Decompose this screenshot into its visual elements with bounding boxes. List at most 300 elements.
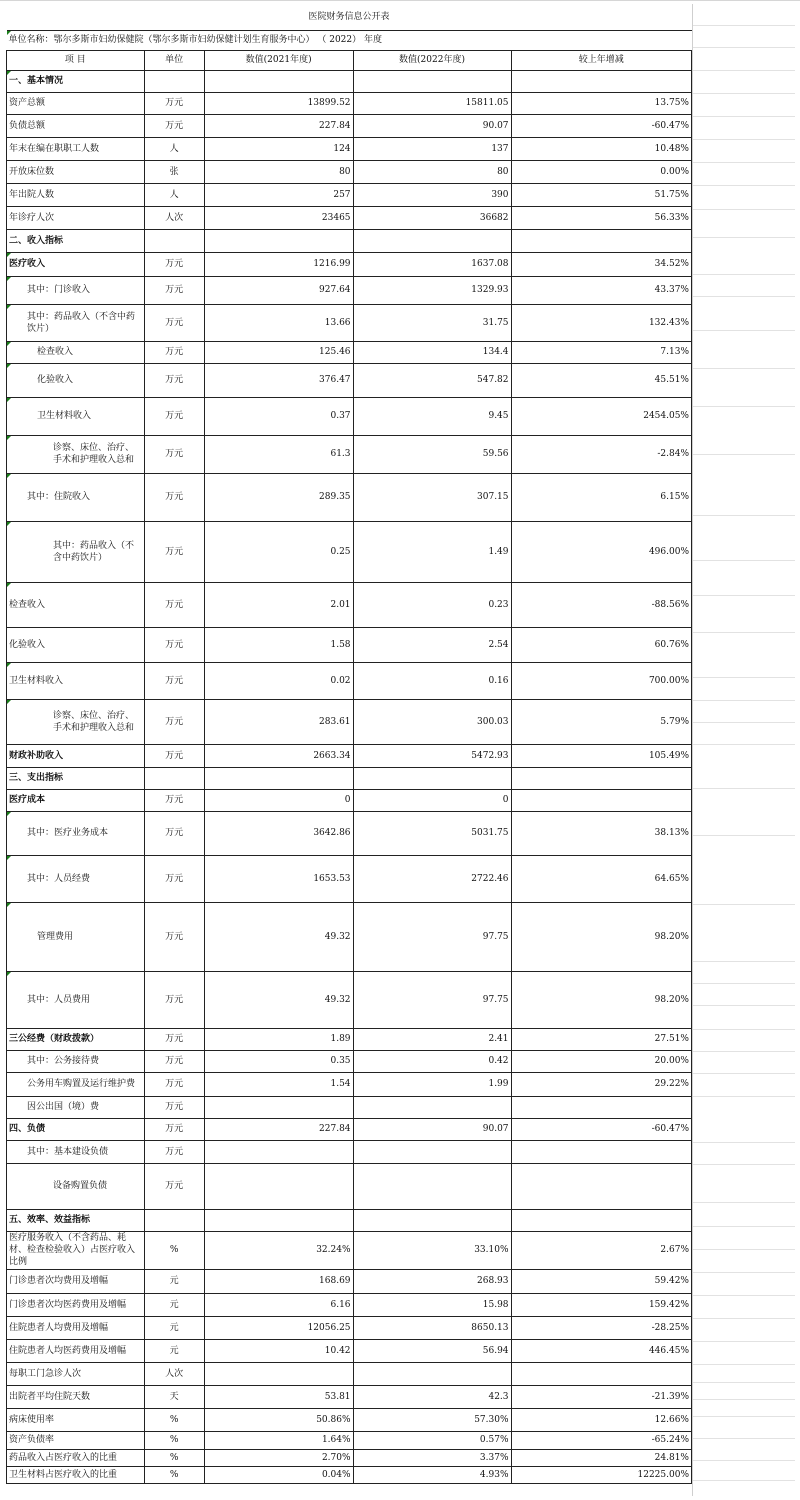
row-item: 财政补助收入: [7, 744, 145, 767]
table-row: [7, 699, 692, 744]
row-value-2021: [204, 1096, 353, 1118]
row-item: 资产负债率: [7, 1431, 145, 1449]
table-row: [7, 1449, 692, 1466]
row-value-2022: 15811.05: [353, 92, 511, 114]
table-row: [7, 70, 692, 92]
table-row: [7, 1385, 692, 1408]
row-change: 45.51%: [511, 363, 691, 397]
row-item: 管理费用: [7, 902, 145, 971]
row-value-2021: 124: [204, 137, 353, 160]
row-item: 四、负债: [7, 1118, 145, 1140]
row-unit: [144, 70, 204, 92]
row-value-2021: 13.66: [204, 304, 353, 341]
table-row: [7, 252, 692, 276]
row-value-2022: 42.3: [353, 1385, 511, 1408]
row-value-2022: 57.30%: [353, 1408, 511, 1431]
empty-cell: [693, 1143, 795, 1165]
empty-cell: [693, 1030, 795, 1052]
table-row: [7, 1118, 692, 1140]
row-change: 2.67%: [511, 1231, 691, 1269]
row-change: 2454.05%: [511, 397, 691, 435]
row-value-2021: 227.84: [204, 114, 353, 137]
table-row: [7, 521, 692, 582]
row-change: -28.25%: [511, 1316, 691, 1339]
row-value-2021: 61.3: [204, 435, 353, 473]
empty-cell: [693, 723, 795, 745]
row-value-2021: 376.47: [204, 363, 353, 397]
row-item: 诊察、床位、治疗、手术和护理收入总和: [7, 699, 145, 744]
row-unit: %: [144, 1231, 204, 1269]
table-row: [7, 304, 692, 341]
empty-spreadsheet-column: [692, 4, 795, 1496]
row-value-2021: 0.35: [204, 1050, 353, 1072]
spreadsheet: [6, 4, 692, 1484]
table-row: [7, 1362, 692, 1385]
empty-cell: [693, 71, 795, 94]
row-change: 7.13%: [511, 341, 691, 363]
row-item: 其中：住院收入: [7, 473, 145, 521]
row-item: 负债总额: [7, 114, 145, 137]
row-unit: 万元: [144, 341, 204, 363]
row-value-2021: 289.35: [204, 473, 353, 521]
row-value-2022: 0.23: [353, 582, 511, 627]
row-value-2022: 0.16: [353, 662, 511, 699]
row-unit: [144, 767, 204, 789]
empty-cell: [693, 297, 795, 331]
row-value-2021: 0.02: [204, 662, 353, 699]
empty-cell: [693, 455, 795, 516]
row-item: 其中：公务接待费: [7, 1050, 145, 1072]
row-change: 12225.00%: [511, 1466, 691, 1483]
row-value-2022: 33.10%: [353, 1231, 511, 1269]
row-change: [511, 1163, 691, 1209]
row-value-2021: 2663.34: [204, 744, 353, 767]
empty-cell: [693, 701, 795, 723]
row-value-2022: 1329.93: [353, 276, 511, 304]
row-unit: 万元: [144, 789, 204, 811]
row-value-2021: 227.84: [204, 1118, 353, 1140]
row-unit: 万元: [144, 811, 204, 855]
table-row: [7, 811, 692, 855]
table-title: 医院财务信息公开表: [7, 4, 692, 30]
table-row: [7, 183, 692, 206]
table-row: [7, 627, 692, 662]
row-change: 43.37%: [511, 276, 691, 304]
table-row: [7, 902, 692, 971]
row-unit: 万元: [144, 1118, 204, 1140]
table-row: [7, 767, 692, 789]
row-item: 其中：医疗业务成本: [7, 811, 145, 855]
row-item: 药品收入占医疗收入的比重: [7, 1449, 145, 1466]
row-value-2021: 1.64%: [204, 1431, 353, 1449]
row-unit: 张: [144, 160, 204, 183]
row-value-2021: 168.69: [204, 1269, 353, 1293]
row-value-2021: 23465: [204, 206, 353, 229]
row-value-2021: 283.61: [204, 699, 353, 744]
row-value-2022: 90.07: [353, 114, 511, 137]
empty-cell: [693, 26, 795, 48]
row-value-2022: [353, 1140, 511, 1163]
table-row: [7, 789, 692, 811]
table-row: [7, 114, 692, 137]
row-item: 三、支出指标: [7, 767, 145, 789]
row-change: 6.15%: [511, 473, 691, 521]
row-unit: 万元: [144, 744, 204, 767]
row-value-2021: 257: [204, 183, 353, 206]
empty-cell: [693, 238, 795, 275]
row-value-2022: 0: [353, 789, 511, 811]
empty-cell: [693, 789, 795, 836]
empty-cell: [693, 1165, 795, 1203]
empty-cell: [693, 1203, 795, 1227]
row-value-2022: 2722.46: [353, 855, 511, 902]
row-change: -2.84%: [511, 435, 691, 473]
empty-cell: [693, 1074, 795, 1097]
table-row: [7, 137, 692, 160]
row-value-2022: 300.03: [353, 699, 511, 744]
row-value-2022: 268.93: [353, 1269, 511, 1293]
row-change: 446.45%: [511, 1339, 691, 1362]
row-value-2021: 927.64: [204, 276, 353, 304]
row-item: 二、收入指标: [7, 229, 145, 252]
empty-cell: [693, 4, 795, 26]
row-unit: 万元: [144, 521, 204, 582]
empty-cell: [693, 186, 795, 210]
row-unit: 元: [144, 1293, 204, 1316]
table-row: [7, 855, 692, 902]
empty-cell: [693, 1400, 795, 1417]
row-value-2022: 2.41: [353, 1028, 511, 1050]
table-row: [7, 1140, 692, 1163]
row-value-2021: 125.46: [204, 341, 353, 363]
row-unit: 万元: [144, 627, 204, 662]
empty-cell: [693, 210, 795, 238]
row-unit: 人: [144, 137, 204, 160]
empty-cell: [693, 1417, 795, 1439]
row-change: 98.20%: [511, 971, 691, 1028]
row-unit: 万元: [144, 1050, 204, 1072]
header-2022: 数值(2022年度): [353, 50, 511, 70]
row-change: [511, 1096, 691, 1118]
table-row: [7, 1163, 692, 1209]
row-value-2021: 1.58: [204, 627, 353, 662]
row-value-2022: 0.57%: [353, 1431, 511, 1449]
unit-name-line: 单位名称：鄂尔多斯市妇幼保健院（鄂尔多斯市妇幼保健计划生育服务中心） （ 2022） 年度: [7, 30, 692, 50]
row-change: 5.79%: [511, 699, 691, 744]
empty-cell: [693, 678, 795, 701]
row-value-2021: 10.42: [204, 1339, 353, 1362]
row-item: 三公经费（财政拨款）: [7, 1028, 145, 1050]
row-item: 卫生材料收入: [7, 662, 145, 699]
row-value-2022: 90.07: [353, 1118, 511, 1140]
row-unit: 人: [144, 183, 204, 206]
row-unit: %: [144, 1431, 204, 1449]
sheet-top-gridline: [0, 0, 800, 1]
empty-cell: [693, 1383, 795, 1400]
empty-cell: [693, 1439, 795, 1461]
row-item: 每职工门急诊人次: [7, 1362, 145, 1385]
row-change: 60.76%: [511, 627, 691, 662]
row-value-2021: [204, 70, 353, 92]
row-value-2021: 32.24%: [204, 1231, 353, 1269]
row-change: 98.20%: [511, 902, 691, 971]
empty-cell: [693, 905, 795, 962]
row-unit: 万元: [144, 971, 204, 1028]
row-unit: 万元: [144, 902, 204, 971]
row-value-2021: 12056.25: [204, 1316, 353, 1339]
row-value-2021: 2.01: [204, 582, 353, 627]
row-value-2021: 0: [204, 789, 353, 811]
table-row: [7, 363, 692, 397]
row-value-2022: 1.49: [353, 521, 511, 582]
row-item: 开放床位数: [7, 160, 145, 183]
row-unit: 元: [144, 1269, 204, 1293]
row-value-2021: [204, 1163, 353, 1209]
row-value-2022: 1637.08: [353, 252, 511, 276]
row-item: 五、效率、效益指标: [7, 1209, 145, 1231]
row-value-2021: 13899.52: [204, 92, 353, 114]
empty-cell: [693, 94, 795, 117]
row-unit: 万元: [144, 1072, 204, 1096]
row-change: [511, 767, 691, 789]
row-change: 29.22%: [511, 1072, 691, 1096]
row-item: 其中：门诊收入: [7, 276, 145, 304]
header-item: 项 目: [7, 50, 145, 70]
table-row: [7, 229, 692, 252]
empty-cell: [693, 1365, 795, 1383]
row-change: [511, 229, 691, 252]
row-item: 设备购置负债: [7, 1163, 145, 1209]
row-item: 其中：药品收入（不含中药饮片）: [7, 521, 145, 582]
empty-cell: [693, 140, 795, 163]
table-row: [7, 744, 692, 767]
row-value-2022: 9.45: [353, 397, 511, 435]
row-item: 其中：药品收入（不含中药饮片）: [7, 304, 145, 341]
row-unit: 万元: [144, 397, 204, 435]
empty-cell: [693, 962, 795, 984]
row-item: 医疗成本: [7, 789, 145, 811]
empty-cell: [693, 1273, 795, 1296]
row-item: 年末在编在职职工人数: [7, 137, 145, 160]
empty-cell: [693, 369, 795, 407]
empty-cell: [693, 984, 795, 1006]
row-change: -21.39%: [511, 1385, 691, 1408]
row-unit: 元: [144, 1339, 204, 1362]
empty-cell: [693, 516, 795, 561]
empty-cell: [693, 1097, 795, 1143]
row-item: 其中：基本建设负债: [7, 1140, 145, 1163]
table-row: [7, 1339, 692, 1362]
row-value-2021: 49.32: [204, 971, 353, 1028]
row-unit: 万元: [144, 473, 204, 521]
empty-cell: [693, 1319, 795, 1342]
row-change: 12.66%: [511, 1408, 691, 1431]
row-item: 门诊患者次均费用及增幅: [7, 1269, 145, 1293]
row-value-2022: [353, 1362, 511, 1385]
header-unit: 单位: [144, 50, 204, 70]
row-value-2022: [353, 229, 511, 252]
row-value-2022: 0.42: [353, 1050, 511, 1072]
row-change: 105.49%: [511, 744, 691, 767]
row-change: 132.43%: [511, 304, 691, 341]
row-change: -60.47%: [511, 1118, 691, 1140]
row-value-2022: 2.54: [353, 627, 511, 662]
row-change: 51.75%: [511, 183, 691, 206]
row-change: -88.56%: [511, 582, 691, 627]
row-item: 诊察、床位、治疗、手术和护理收入总和: [7, 435, 145, 473]
row-change: 0.00%: [511, 160, 691, 183]
row-item: 医疗收入: [7, 252, 145, 276]
empty-cell: [693, 1342, 795, 1365]
row-change: 59.42%: [511, 1269, 691, 1293]
row-value-2022: 8650.13: [353, 1316, 511, 1339]
table-row: [7, 1028, 692, 1050]
row-item: 其中：人员经费: [7, 855, 145, 902]
row-value-2022: 31.75: [353, 304, 511, 341]
row-unit: 万元: [144, 92, 204, 114]
row-value-2022: 3.37%: [353, 1449, 511, 1466]
row-unit: %: [144, 1408, 204, 1431]
table-row: [7, 1096, 692, 1118]
row-value-2022: 307.15: [353, 473, 511, 521]
table-row: [7, 1466, 692, 1483]
table-row: [7, 435, 692, 473]
row-value-2022: [353, 1209, 511, 1231]
row-item: 年出院人数: [7, 183, 145, 206]
row-value-2021: 3642.86: [204, 811, 353, 855]
row-value-2021: [204, 1362, 353, 1385]
row-item: 检查收入: [7, 582, 145, 627]
row-change: 10.48%: [511, 137, 691, 160]
empty-cell: [693, 1296, 795, 1319]
empty-cell: [693, 331, 795, 369]
empty-cell: [693, 1006, 795, 1030]
row-item: 住院患者人均医药费用及增幅: [7, 1339, 145, 1362]
table-row: [7, 397, 692, 435]
row-value-2021: 0.04%: [204, 1466, 353, 1483]
row-item: 其中：人员费用: [7, 971, 145, 1028]
empty-cell: [693, 596, 795, 633]
row-value-2021: [204, 1209, 353, 1231]
row-value-2022: [353, 1096, 511, 1118]
row-value-2021: 1216.99: [204, 252, 353, 276]
row-unit: 万元: [144, 304, 204, 341]
row-change: [511, 1209, 691, 1231]
row-value-2022: 134.4: [353, 341, 511, 363]
empty-cell: [693, 48, 795, 71]
row-item: 资产总额: [7, 92, 145, 114]
empty-cell: [693, 836, 795, 905]
table-row: [7, 341, 692, 363]
row-value-2022: 547.82: [353, 363, 511, 397]
row-value-2022: 97.75: [353, 971, 511, 1028]
row-value-2021: [204, 767, 353, 789]
row-value-2022: [353, 70, 511, 92]
row-unit: 人次: [144, 206, 204, 229]
row-unit: 万元: [144, 855, 204, 902]
empty-cell: [693, 407, 795, 455]
empty-cell: [693, 163, 795, 186]
row-value-2022: 5472.93: [353, 744, 511, 767]
row-unit: [144, 1209, 204, 1231]
row-change: 13.75%: [511, 92, 691, 114]
row-item: 化验收入: [7, 627, 145, 662]
empty-cell: [693, 1461, 795, 1481]
row-change: 496.00%: [511, 521, 691, 582]
row-value-2022: 56.94: [353, 1339, 511, 1362]
table-row: [7, 276, 692, 304]
row-value-2022: 390: [353, 183, 511, 206]
row-value-2021: 0.25: [204, 521, 353, 582]
table-row: [7, 1050, 692, 1072]
row-value-2021: 50.86%: [204, 1408, 353, 1431]
row-value-2022: 15.98: [353, 1293, 511, 1316]
row-value-2021: 2.70%: [204, 1449, 353, 1466]
row-item: 出院者平均住院天数: [7, 1385, 145, 1408]
table-row: [7, 1431, 692, 1449]
table-row: [7, 1316, 692, 1339]
finance-table: [6, 4, 692, 1484]
row-unit: [144, 229, 204, 252]
row-item: 医疗服务收入（不含药品、耗材、检查检验收入）占医疗收入比例: [7, 1231, 145, 1269]
row-item: 检查收入: [7, 341, 145, 363]
row-change: -65.24%: [511, 1431, 691, 1449]
row-unit: 元: [144, 1316, 204, 1339]
row-unit: 天: [144, 1385, 204, 1408]
table-row: [7, 662, 692, 699]
empty-cell: [693, 633, 795, 678]
row-item: 卫生材料占医疗收入的比重: [7, 1466, 145, 1483]
row-change: 27.51%: [511, 1028, 691, 1050]
row-value-2021: [204, 1140, 353, 1163]
row-unit: 万元: [144, 1140, 204, 1163]
row-unit: 万元: [144, 662, 204, 699]
table-row: [7, 206, 692, 229]
row-unit: 万元: [144, 363, 204, 397]
empty-cell: [693, 1052, 795, 1074]
row-change: -60.47%: [511, 114, 691, 137]
row-value-2021: 49.32: [204, 902, 353, 971]
row-item: 一、基本情况: [7, 70, 145, 92]
row-value-2022: 59.56: [353, 435, 511, 473]
row-value-2022: 80: [353, 160, 511, 183]
row-unit: 万元: [144, 1028, 204, 1050]
row-change: 159.42%: [511, 1293, 691, 1316]
empty-cell: [693, 1227, 795, 1250]
row-unit: %: [144, 1466, 204, 1483]
table-row: [7, 1269, 692, 1293]
row-value-2022: 5031.75: [353, 811, 511, 855]
table-row: [7, 582, 692, 627]
row-unit: 人次: [144, 1362, 204, 1385]
row-unit: %: [144, 1449, 204, 1466]
table-row: [7, 92, 692, 114]
table-row: [7, 1231, 692, 1269]
row-unit: 万元: [144, 582, 204, 627]
row-unit: 万元: [144, 276, 204, 304]
row-change: [511, 1362, 691, 1385]
row-unit: 万元: [144, 1096, 204, 1118]
row-change: [511, 70, 691, 92]
row-value-2022: [353, 767, 511, 789]
table-row: [7, 1072, 692, 1096]
row-value-2021: 6.16: [204, 1293, 353, 1316]
row-value-2021: 1653.53: [204, 855, 353, 902]
row-value-2021: 80: [204, 160, 353, 183]
empty-cell: [693, 745, 795, 789]
table-row: [7, 160, 692, 183]
row-item: 化验收入: [7, 363, 145, 397]
